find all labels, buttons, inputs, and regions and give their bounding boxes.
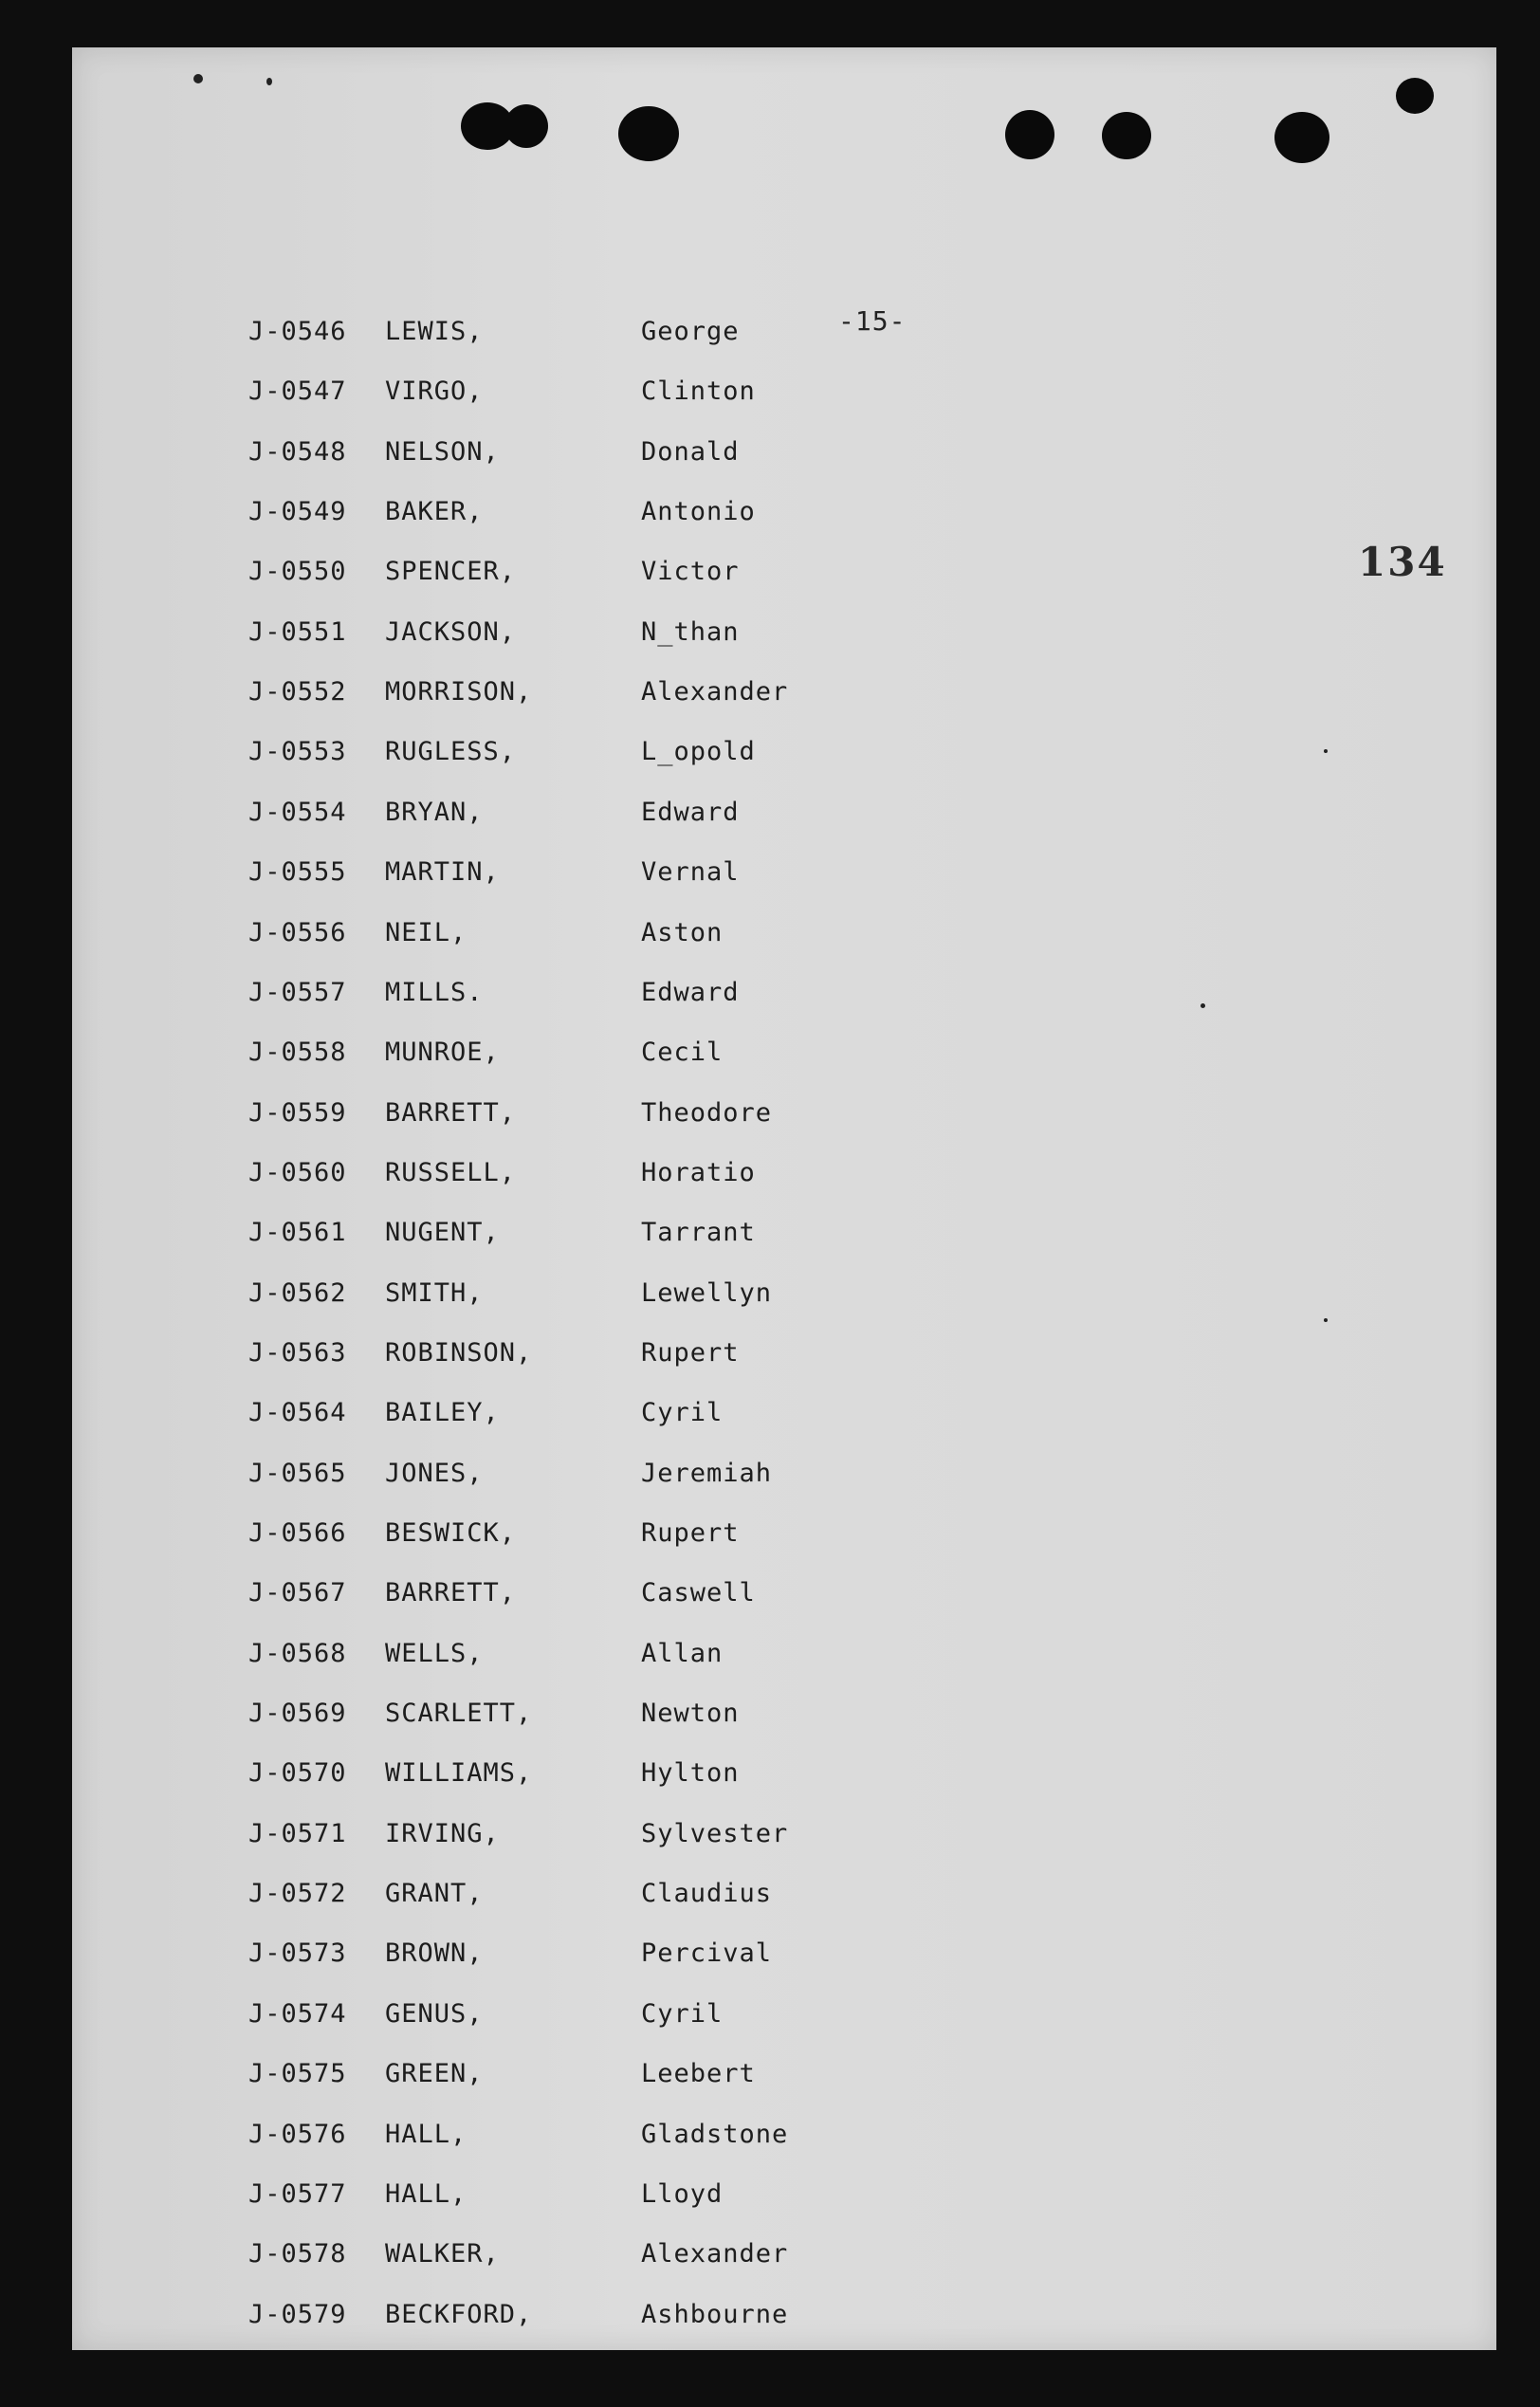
given-name: Leebert [641, 2059, 756, 2089]
stamp-number: 134 [1358, 539, 1447, 585]
record-id: J-0546 [248, 317, 347, 346]
record-id: J-0567 [248, 1578, 347, 1608]
given-name: Clinton [641, 377, 756, 407]
surname: JACKSON, [385, 616, 517, 647]
speck [1201, 1003, 1205, 1008]
list-item [72, 1879, 926, 1936]
record-id: J-0552 [248, 677, 347, 707]
record-id: J-0564 [248, 1398, 347, 1428]
list-item [72, 1038, 926, 1094]
given-name: Alexander [641, 677, 789, 707]
record-id: J-0550 [248, 557, 347, 587]
list-item [72, 1999, 926, 2056]
record-id: J-0562 [248, 1277, 347, 1308]
surname: SCARLETT, [385, 1699, 533, 1729]
given-name: Aston [641, 917, 724, 947]
record-id: J-0572 [248, 1879, 347, 1909]
surname: LEWIS, [385, 317, 484, 346]
list-item [72, 677, 926, 734]
given-name: Antonio [641, 497, 756, 527]
punch-hole [618, 106, 679, 161]
list-item [72, 1278, 926, 1335]
given-name: Caswell [641, 1578, 756, 1608]
given-name: Hylton [641, 1758, 740, 1789]
given-name: Tarrant [641, 1218, 756, 1248]
given-name: Newton [641, 1699, 740, 1729]
given-name: Cecil [641, 1038, 724, 1068]
surname: MORRISON, [385, 677, 533, 707]
surname: NUGENT, [385, 1218, 500, 1248]
record-id: J-0548 [248, 436, 347, 467]
surname: HALL, [385, 2178, 468, 2209]
given-name: Edward [641, 797, 740, 827]
record-id: J-0579 [248, 2299, 347, 2329]
record-id: J-0561 [248, 1218, 347, 1248]
punch-hole [1396, 78, 1434, 114]
record-id: J-0566 [248, 1518, 347, 1548]
list-item [72, 1758, 926, 1815]
speck [1324, 1318, 1328, 1322]
record-id: J-0571 [248, 1818, 347, 1848]
list-item [72, 2179, 926, 2236]
record-id: J-0560 [248, 1157, 347, 1187]
list-item [72, 918, 926, 975]
speck [1324, 749, 1328, 753]
surname: JONES, [385, 1458, 484, 1488]
record-id: J-0559 [248, 1097, 347, 1128]
given-name: Ashbourne [641, 2299, 789, 2329]
list-item [72, 978, 926, 1035]
list-item [72, 2120, 926, 2177]
given-name: Lewellyn [641, 1277, 773, 1308]
surname: IRVING, [385, 1818, 500, 1848]
record-id: J-0551 [248, 616, 347, 647]
punch-hole [504, 104, 548, 148]
given-name: Rupert [641, 1518, 740, 1548]
surname: BESWICK, [385, 1518, 517, 1548]
list-item [72, 2300, 926, 2357]
record-id: J-0555 [248, 857, 347, 888]
surname: RUSSELL, [385, 1157, 517, 1187]
record-id: J-0568 [248, 1638, 347, 1668]
record-id: J-0576 [248, 2119, 347, 2149]
surname: NEIL, [385, 917, 468, 947]
surname: SPENCER, [385, 557, 517, 587]
list-item [72, 1098, 926, 1155]
list-item [72, 1578, 926, 1635]
record-id: J-0573 [248, 1938, 347, 1969]
record-id: J-0549 [248, 497, 347, 527]
surname: HALL, [385, 2119, 468, 2149]
given-name: L_opold [641, 737, 756, 767]
given-name: Victor [641, 557, 740, 587]
record-id: J-0574 [248, 1998, 347, 2029]
surname: WILLIAMS, [385, 1758, 533, 1789]
given-name: Vernal [641, 857, 740, 888]
given-name: Lloyd [641, 2178, 724, 2209]
record-id: J-0565 [248, 1458, 347, 1488]
surname: BARRETT, [385, 1097, 517, 1128]
given-name: Donald [641, 436, 740, 467]
list-item [72, 617, 926, 674]
given-name: Allan [641, 1638, 724, 1668]
given-name: Claudius [641, 1879, 773, 1909]
given-name: N_than [641, 616, 740, 647]
surname: RUGLESS, [385, 737, 517, 767]
list-item [72, 2059, 926, 2116]
surname: VIRGO, [385, 377, 484, 407]
list-item [72, 1639, 926, 1696]
record-id: J-0569 [248, 1699, 347, 1729]
list-item [72, 1459, 926, 1516]
surname: WALKER, [385, 2239, 500, 2269]
given-name: George [641, 317, 740, 346]
record-id: J-0554 [248, 797, 347, 827]
punch-hole [1274, 112, 1329, 163]
surname: GREEN, [385, 2059, 484, 2089]
record-id: J-0556 [248, 917, 347, 947]
list-item [72, 1218, 926, 1275]
list-item [72, 798, 926, 854]
given-name: Cyril [641, 1398, 724, 1428]
given-name: Gladstone [641, 2119, 789, 2149]
list-item [72, 1338, 926, 1395]
list-item [72, 557, 926, 614]
list-item [72, 1398, 926, 1455]
page-number: -15- [838, 305, 907, 337]
surname: ROBINSON, [385, 1337, 533, 1368]
record-id: J-0563 [248, 1337, 347, 1368]
speck [266, 78, 272, 85]
list-item [72, 317, 926, 374]
record-id: J-0558 [248, 1038, 347, 1068]
given-name: Sylvester [641, 1818, 789, 1848]
list-item [72, 377, 926, 433]
list-item [72, 2239, 926, 2296]
surname: BARRETT, [385, 1578, 517, 1608]
list-item [72, 1158, 926, 1215]
list-item [72, 737, 926, 794]
list-item [72, 1938, 926, 1995]
record-id: J-0570 [248, 1758, 347, 1789]
list-item [72, 437, 926, 494]
record-id: J-0547 [248, 377, 347, 407]
given-name: Alexander [641, 2239, 789, 2269]
record-id: J-0553 [248, 737, 347, 767]
surname: NELSON, [385, 436, 500, 467]
given-name: Jeremiah [641, 1458, 773, 1488]
surname: BAILEY, [385, 1398, 500, 1428]
punch-hole [1005, 110, 1054, 159]
record-id: J-0578 [248, 2239, 347, 2269]
surname: GENUS, [385, 1998, 484, 2029]
surname: GRANT, [385, 1879, 484, 1909]
given-name: Edward [641, 977, 740, 1007]
list-item [72, 857, 926, 914]
speck [193, 74, 203, 83]
surname: SMITH, [385, 1277, 484, 1308]
document-page [72, 47, 1496, 2350]
record-id: J-0577 [248, 2178, 347, 2209]
list-item [72, 1819, 926, 1876]
surname: BROWN, [385, 1938, 484, 1969]
record-id: J-0557 [248, 977, 347, 1007]
given-name: Theodore [641, 1097, 773, 1128]
given-name: Cyril [641, 1998, 724, 2029]
surname: MILLS. [385, 977, 484, 1007]
list-item [72, 1699, 926, 1755]
given-name: Rupert [641, 1337, 740, 1368]
given-name: Horatio [641, 1157, 756, 1187]
surname: BECKFORD, [385, 2299, 533, 2329]
list-item [72, 497, 926, 554]
surname: MARTIN, [385, 857, 500, 888]
surname: BRYAN, [385, 797, 484, 827]
given-name: Percival [641, 1938, 773, 1969]
surname: MUNROE, [385, 1038, 500, 1068]
surname: WELLS, [385, 1638, 484, 1668]
punch-hole [1102, 112, 1151, 159]
surname: BAKER, [385, 497, 484, 527]
record-id: J-0575 [248, 2059, 347, 2089]
list-item [72, 1518, 926, 1575]
